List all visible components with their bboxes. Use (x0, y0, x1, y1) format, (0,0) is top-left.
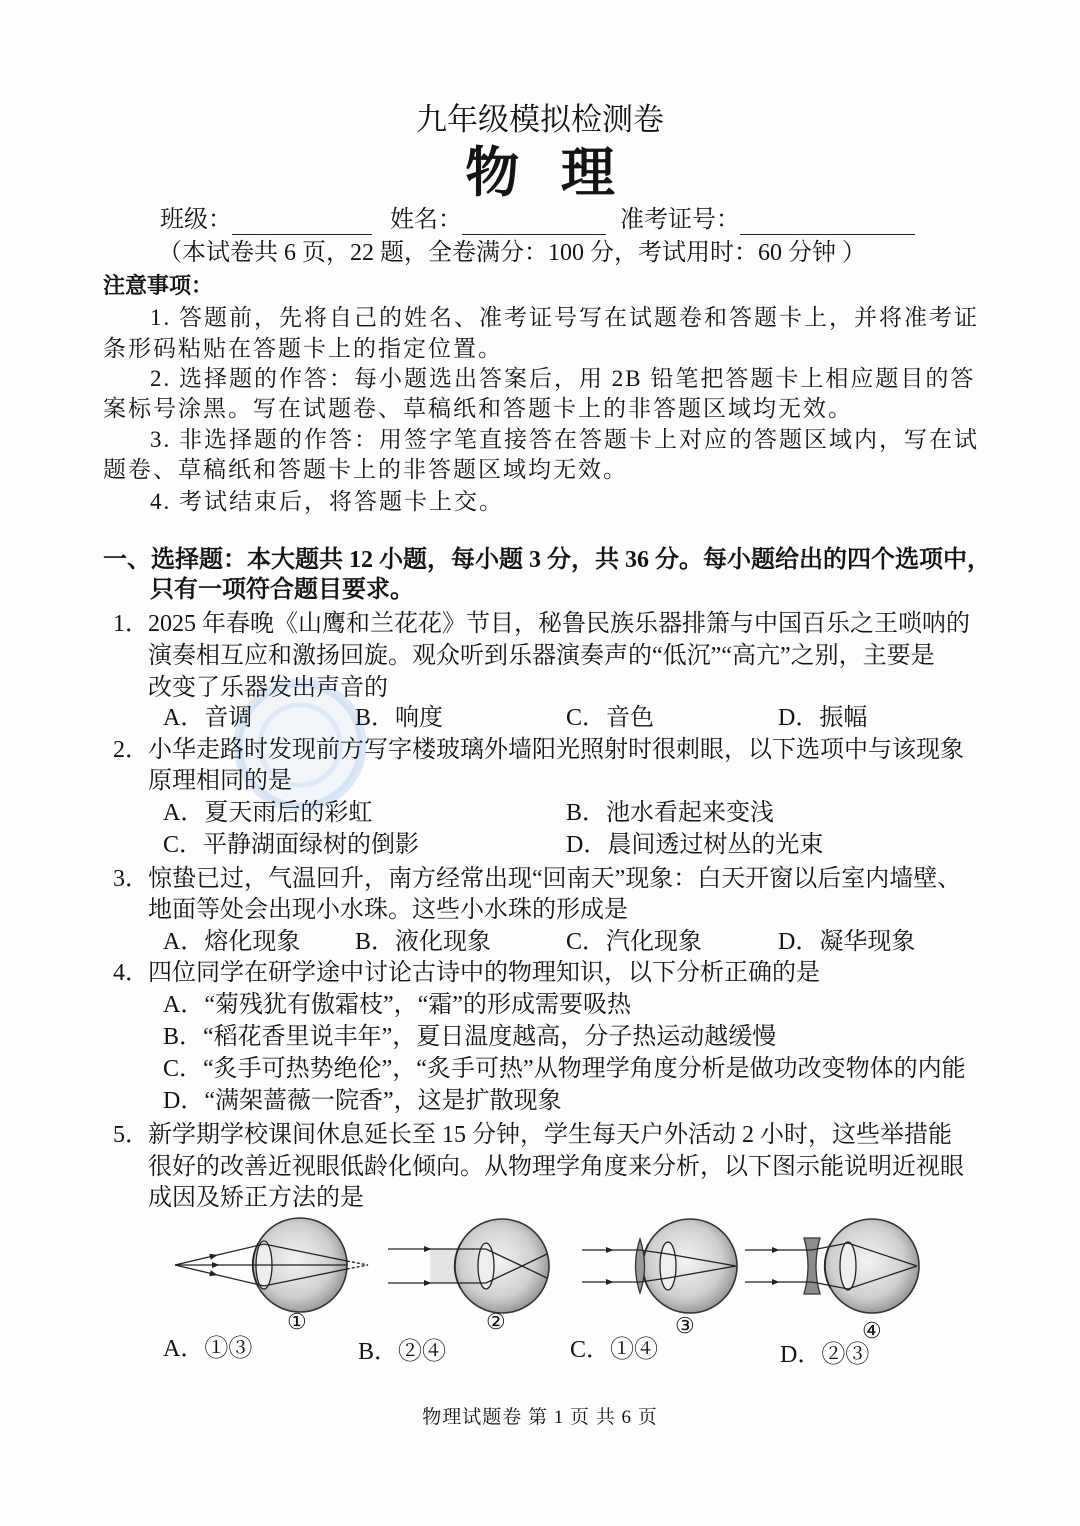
eye-diagrams (0, 1205, 1080, 1345)
eyeball (455, 1219, 549, 1313)
field-name-blank (462, 210, 606, 235)
option-a: A．夏天雨后的彩虹 (163, 800, 373, 826)
field-name (390, 205, 606, 235)
notice-line: 条形码粘贴在答题卡上的指定位置。 (103, 336, 503, 361)
option-d: D．晨间透过树丛的光束 (566, 832, 824, 858)
eye-diagram-1 (175, 1218, 368, 1312)
option-b: B．“稻花香里说丰年”，夏日温度越高，分子热运动越缓慢 (163, 1024, 777, 1050)
option-b: B．液化现象 (355, 929, 492, 955)
section-heading: 只有一项符合题目要求。 (150, 577, 414, 603)
figure-label-4: ④ (862, 1318, 882, 1343)
exam-info: （本试卷共 6 页，22 题，全卷满分：100 分，考试用时：60 分钟 ） (158, 240, 866, 266)
field-exam-number-label: 准考证号： (620, 207, 740, 233)
field-exam-number (620, 205, 915, 235)
field-exam-number-blank (740, 210, 915, 235)
eyeball (825, 1219, 919, 1313)
notice-line: 案标号涂黑。写在试题卷、草稿纸和答题卡上的非答题区域均无效。 (103, 396, 853, 421)
crystalline-lens (840, 1242, 856, 1290)
option-b: B．响度 (355, 705, 444, 731)
option-c: C．平静湖面绿树的倒影 (163, 832, 420, 858)
figure-label-3: ③ (675, 1313, 695, 1338)
option-c: C．音色 (566, 705, 655, 731)
convex-lens (636, 1239, 645, 1293)
question-stem-line: 惊蛰已过，气温回升，南方经常出现“回南天”现象：白天开窗以后室内墙壁、 (148, 866, 962, 892)
question-number: 2． (113, 737, 149, 763)
notice-line: 3. 非选择题的作答：用签字笔直接答在答题卡上对应的答题区域内，写在试 (150, 427, 979, 452)
question-stem-line: 2025 年春晚《山鹰和兰花花》节目，秘鲁民族乐器排箫与中国百乐之王唢呐的 (148, 611, 970, 637)
option-b: B．池水看起来变浅 (566, 800, 775, 826)
field-class-blank (232, 210, 372, 235)
eyeball (643, 1219, 737, 1313)
question-number: 3． (113, 866, 149, 892)
figure-label-2: ② (486, 1309, 506, 1334)
section-heading: 一、选择题：本大题共 12 小题，每小题 3 分，共 36 分。每小题给出的四个选项中， (103, 547, 991, 573)
field-class (160, 205, 372, 235)
question-number: 1． (113, 611, 149, 637)
concave-lens (804, 1238, 820, 1294)
notice-heading: 注意事项： (103, 273, 214, 298)
option-a: A．熔化现象 (163, 929, 301, 955)
question-stem-line: 演奏相互应和激扬回旋。观众听到乐器演奏声的“低沉”“高亢”之别，主要是 (148, 643, 935, 669)
option-c: C．①④ (570, 1337, 659, 1363)
option-d: D．②③ (780, 1342, 870, 1368)
crystalline-lens (478, 1243, 494, 1289)
ray-arrow (210, 1255, 216, 1256)
eye-diagram-4 (745, 1219, 919, 1313)
question-stem-line: 地面等处会出现小水珠。这些小水珠的形成是 (148, 897, 628, 923)
question-number: 5． (113, 1122, 149, 1148)
option-a: A．①③ (163, 1336, 253, 1362)
notice-line: 题卷、草稿纸和答题卡上的非答题区域均无效。 (103, 457, 628, 482)
question-stem-line: 改变了乐器发出声音的 (148, 675, 388, 701)
question-stem-line: 小华走路时发现前方写字楼玻璃外墙阳光照射时很刺眼，以下选项中与该现象 (148, 737, 964, 763)
option-a: A．“菊残犹有傲霜枝”，“霜”的形成需要吸热 (163, 992, 631, 1018)
notice-line: 1. 答题前，先将自己的姓名、准考证号写在试题卷和答题卡上，并将准考证 (150, 305, 979, 330)
option-d: D．“满架蔷薇一院香”，这是扩散现象 (163, 1088, 562, 1114)
notice-line: 4. 考试结束后，将答题卡上交。 (150, 489, 504, 514)
question-stem-line: 四位同学在研学途中讨论古诗中的物理知识，以下分析正确的是 (148, 960, 820, 986)
question-stem-line: 很好的改善近视眼低龄化倾向。从物理学角度来分析，以下图示能说明近视眼 (148, 1154, 964, 1180)
ray-arrow (210, 1273, 216, 1274)
question-stem-line: 新学期学校课间休息延长至 15 分钟，学生每天户外活动 2 小时，这些举措能 (148, 1122, 952, 1148)
exam-subtitle: 九年级模拟检测卷 (416, 102, 664, 137)
option-d: D．振幅 (778, 705, 868, 731)
eye-diagram-3 (582, 1219, 737, 1313)
crystalline-lens (660, 1242, 676, 1290)
figure-label-1: ① (287, 1309, 307, 1334)
page-footer: 物理试题卷 第 1 页 共 6 页 (422, 1407, 658, 1428)
question-stem-line: 原理相同的是 (148, 768, 292, 794)
option-c: C．汽化现象 (566, 929, 703, 955)
eye-diagram-2 (388, 1219, 549, 1313)
option-a: A．音调 (163, 705, 253, 731)
field-name-label: 姓名： (390, 207, 462, 233)
question-stem-line: 成因及矫正方法的是 (148, 1185, 364, 1211)
notice-line: 2. 选择题的作答：每小题选出答案后，用 2B 铅笔把答题卡上相应题目的答 (150, 366, 976, 391)
field-class-label: 班级： (160, 207, 232, 233)
option-c: C．“炙手可热势绝伦”，“炙手可热”从物理学角度分析是做功改变物体的内能 (163, 1056, 966, 1082)
subject-title: 物 理 (465, 143, 629, 203)
question-number: 4． (113, 960, 149, 986)
option-d: D．凝华现象 (778, 929, 916, 955)
extended-ray (347, 1261, 368, 1269)
option-b: B．②④ (358, 1339, 447, 1365)
